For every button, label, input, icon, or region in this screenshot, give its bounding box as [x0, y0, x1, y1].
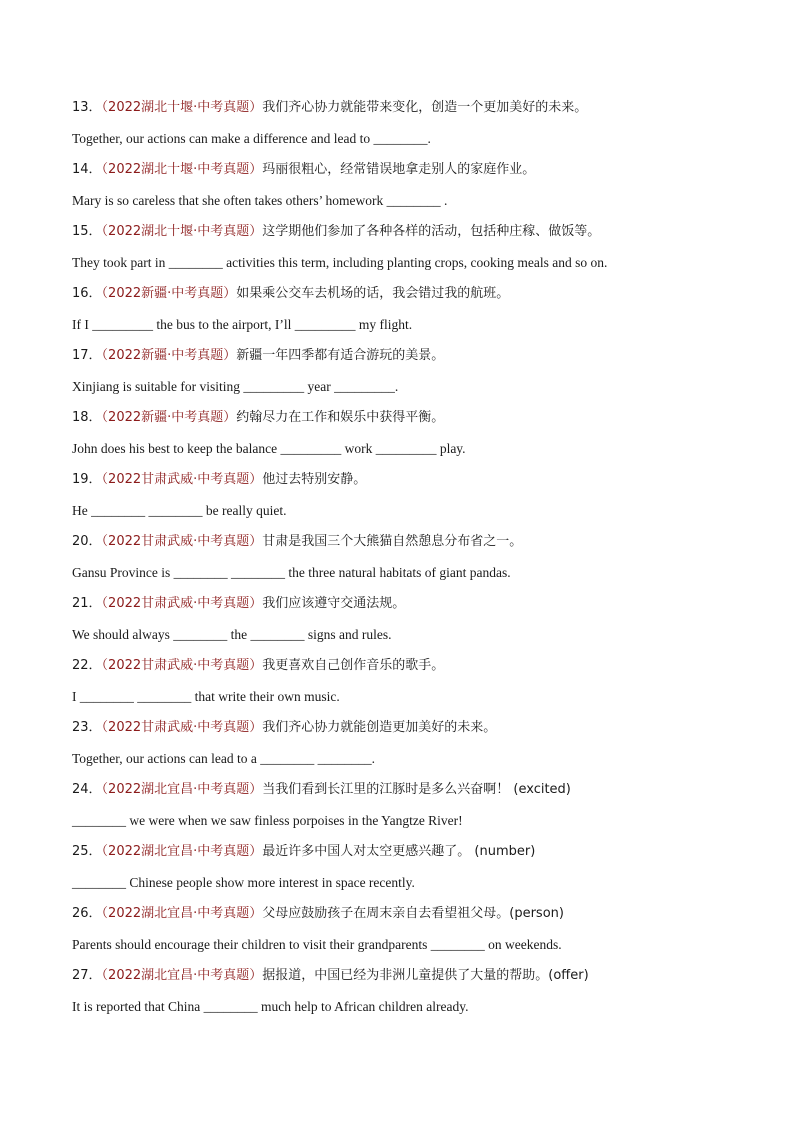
question-number: 17．	[72, 348, 102, 363]
chinese-sentence: 他过去特别安静。	[262, 472, 367, 487]
question-source: （2022新疆·中考真题）	[101, 410, 237, 425]
question-number: 13．	[72, 100, 102, 115]
english-sentence: Together, our actions can lead to a ________ ________.	[72, 751, 375, 766]
question-source: （2022湖北十堰·中考真题）	[101, 100, 263, 115]
chinese-sentence: 我们齐心协力就能创造更加美好的未来。	[262, 720, 497, 735]
chinese-sentence: 如果乘公交车去机场的话，我会错过我的航班。	[236, 286, 510, 301]
question-number: 23．	[72, 720, 102, 735]
question-prompt	[72, 904, 754, 924]
question-number: 27．	[72, 968, 102, 983]
question-source: （2022湖北宜昌·中考真题）	[101, 844, 263, 859]
question-prompt	[72, 160, 754, 180]
question-24	[72, 780, 754, 831]
question-17	[72, 346, 754, 397]
question-number: 15．	[72, 224, 102, 239]
question-number: 16．	[72, 286, 102, 301]
question-prompt	[72, 532, 754, 552]
question-source: （2022甘肃武威·中考真题）	[101, 596, 263, 611]
english-sentence: If I _________ the bus to the airport, I’ll _________ my flight.	[72, 317, 413, 332]
english-sentence: John does his best to keep the balance _________ work _________ play.	[72, 441, 466, 456]
english-sentence: Gansu Province is ________ ________ the three natural habitats of giant pandas.	[72, 565, 511, 580]
question-16	[72, 284, 754, 335]
question-prompt	[72, 718, 754, 738]
question-number: 14．	[72, 162, 102, 177]
question-prompt	[72, 284, 754, 304]
chinese-sentence: 当我们看到长江里的江豚时是多么兴奋啊！ (excited)	[262, 782, 571, 797]
english-sentence: He ________ ________ be really quiet.	[72, 503, 287, 518]
question-source: （2022甘肃武威·中考真题）	[101, 720, 263, 735]
question-prompt	[72, 842, 754, 862]
english-sentence: Xinjiang is suitable for visiting _________ year _________.	[72, 379, 399, 394]
english-sentence: Mary is so careless that she often takes others’ homework ________ .	[72, 193, 448, 208]
question-number: 26．	[72, 906, 102, 921]
question-20	[72, 532, 754, 583]
chinese-sentence: 最近许多中国人对太空更感兴趣了。 (number)	[262, 844, 536, 859]
chinese-sentence: 据报道，中国已经为非洲儿童提供了大量的帮助。(offer)	[262, 968, 589, 983]
question-26	[72, 904, 754, 955]
question-prompt	[72, 656, 754, 676]
chinese-sentence: 约翰尽力在工作和娱乐中获得平衡。	[236, 410, 445, 425]
question-19	[72, 470, 754, 521]
question-prompt	[72, 470, 754, 490]
english-sentence: Parents should encourage their children to visit their grandparents ________ on weekends.	[72, 937, 562, 952]
question-source: （2022甘肃武威·中考真题）	[101, 534, 263, 549]
question-prompt	[72, 222, 754, 242]
chinese-sentence: 玛丽很粗心，经常错误地拿走别人的家庭作业。	[262, 162, 536, 177]
question-27	[72, 966, 754, 1017]
chinese-sentence: 父母应鼓励孩子在周末亲自去看望祖父母。(person)	[262, 906, 564, 921]
question-source: （2022湖北宜昌·中考真题）	[101, 782, 263, 797]
english-sentence: Together, our actions can make a difference and lead to ________.	[72, 131, 431, 146]
question-prompt	[72, 966, 754, 986]
english-sentence: I ________ ________ that write their own music.	[72, 689, 340, 704]
question-number: 24．	[72, 782, 102, 797]
question-15	[72, 222, 754, 273]
question-prompt	[72, 594, 754, 614]
english-sentence: They took part in ________ activities this term, including planting crops, cooking meals and so on.	[72, 255, 608, 270]
chinese-sentence: 甘肃是我国三个大熊猫自然憩息分布省之一。	[262, 534, 523, 549]
english-sentence: It is reported that China ________ much help to African children already.	[72, 999, 469, 1014]
english-sentence: ________ we were when we saw finless porpoises in the Yangtze River!	[72, 813, 463, 828]
english-sentence: ________ Chinese people show more interest in space recently.	[72, 875, 415, 890]
chinese-sentence: 新疆一年四季都有适合游玩的美景。	[236, 348, 445, 363]
question-number: 25．	[72, 844, 102, 859]
chinese-sentence: 我们齐心协力就能带来变化，创造一个更加美好的未来。	[262, 100, 588, 115]
question-23	[72, 718, 754, 769]
question-prompt	[72, 408, 754, 428]
question-source: （2022湖北十堰·中考真题）	[101, 224, 263, 239]
question-25	[72, 842, 754, 893]
question-22	[72, 656, 754, 707]
question-source: （2022甘肃武威·中考真题）	[101, 472, 263, 487]
question-number: 18．	[72, 410, 102, 425]
question-number: 21．	[72, 596, 102, 611]
question-source: （2022湖北十堰·中考真题）	[101, 162, 263, 177]
question-prompt	[72, 98, 754, 118]
question-number: 20．	[72, 534, 102, 549]
question-source: （2022湖北宜昌·中考真题）	[101, 968, 263, 983]
question-13	[72, 98, 754, 149]
question-prompt	[72, 780, 754, 800]
chinese-sentence: 我们应该遵守交通法规。	[262, 596, 406, 611]
question-18	[72, 408, 754, 459]
english-sentence: We should always ________ the ________ signs and rules.	[72, 627, 392, 642]
question-source: （2022新疆·中考真题）	[101, 348, 237, 363]
question-number: 22．	[72, 658, 102, 673]
question-source: （2022新疆·中考真题）	[101, 286, 237, 301]
question-number: 19．	[72, 472, 102, 487]
question-21	[72, 594, 754, 645]
question-14	[72, 160, 754, 211]
chinese-sentence: 我更喜欢自己创作音乐的歌手。	[262, 658, 445, 673]
question-prompt	[72, 346, 754, 366]
question-source: （2022甘肃武威·中考真题）	[101, 658, 263, 673]
question-source: （2022湖北宜昌·中考真题）	[101, 906, 263, 921]
chinese-sentence: 这学期他们参加了各种各样的活动，包括种庄稼、做饭等。	[262, 224, 601, 239]
